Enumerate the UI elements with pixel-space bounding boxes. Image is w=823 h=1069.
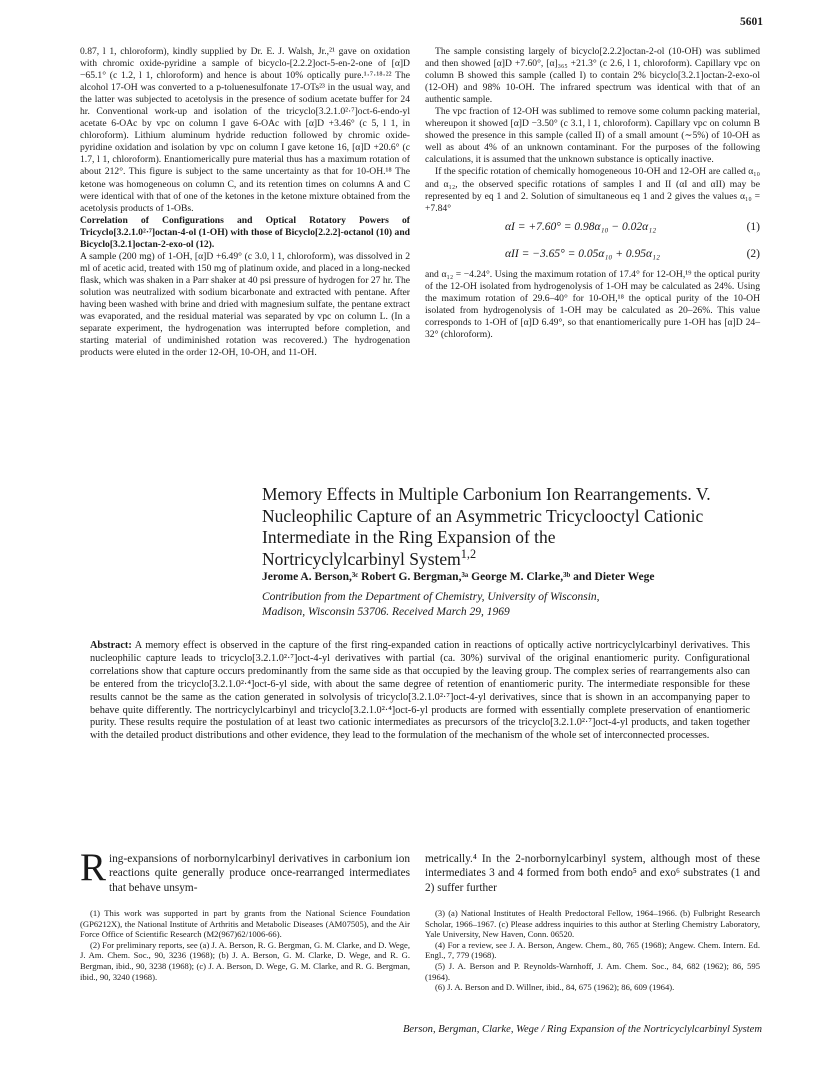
- running-footer: Berson, Bergman, Clarke, Wege / Ring Expansion of the Nortricyclylcarbinyl System: [402, 1024, 762, 1035]
- footnote: (6) J. A. Berson and D. Willner, ibid., 84, 675 (1962); 86, 609 (1964).: [435, 982, 675, 993]
- title-line: [262, 546, 762, 571]
- footnote: (2) For preliminary reports, see (a) J. A. Berson, R. G. Bergman, G. M. Clarke, and D. Wege, J. Am. Chem. Soc., 90, 3236 (1968); (b) J. A. Berson, G. M. Clarke, D. Wege, and R. G. Bergman, ibid., 90, 3238 (1968); (c) J. A. Berson, D. Wege, G. M. Clarke, and R. G. Bergman, ibid., 90, 3240 (1968).: [80, 939, 410, 982]
- title-text: Nortricyclylcarbinyl System: [262, 548, 461, 569]
- section-heading: Correlation of Configurations and Optical Rotatory Powers of Tricyclo[3.2.1.0²·⁷]octan-4-ol (1-OH) with those of Bicyclo[2.2.2]-octanol (10) and Bicyclo[3.2.1]octan-2-exo-ol (12).: [80, 214, 410, 250]
- body-text: ing-expansions of norbornylcarbinyl derivatives in carbonium ion reactions quite generally produce once-rearranged intermediates that behave unsym-: [109, 853, 410, 894]
- paragraph: The vpc fraction of 12-OH was sublimed to remove some column packing material, whereupon it showed [α]D −3.50° (c 3.1, l 1, chloroform). Capillary vpc on column B showed the presence in this sample (called II) of a small amount (∼5%) of 10-OH as well as about 4% of an unknown contaminant. For the purposes of the following calculations, it is assumed that the unknown substance is optically inactive.: [425, 106, 760, 166]
- page-number: 5601: [740, 16, 763, 28]
- body-left-column: [80, 846, 410, 895]
- paragraph: If the specific rotation of chemically homogeneous 10-OH and 12-OH are called α₁₀ and α₁₂, the observed specific rotations of samples I and II (αI and αII) may be represented by eq 1 and 2. Solution of simultaneous eq 1 and 2 gives the values α₁₀ = +7.84°: [425, 166, 760, 214]
- footnotes-left: [80, 908, 410, 982]
- title-line: Intermediate in the Ring Expansion of the: [262, 527, 556, 547]
- footnote: (1) This work was supported in part by grants from the National Science Foundation (GP6212X), the National Institute of Arthritis and Metabolic Diseases (AM07505), and the Air Force Office of Scientific Research (M2(967)62/1006-66).: [80, 908, 410, 940]
- body-right-column: [425, 852, 760, 895]
- affiliation-line: Contribution from the Department of Chemistry, University of Wisconsin,: [262, 591, 600, 603]
- footnotes-right: [425, 908, 760, 993]
- article-title: [262, 484, 762, 570]
- paragraph: 0.87, l 1, chloroform), kindly supplied by Dr. E. J. Walsh, Jr.,²¹ gave on oxidation with chromic oxide-pyridine a sample of bicyclo-[2.2.2]oct-5-en-2-one of [α]D −65.1° (c 1.2, l 1, chloroform) and hence is about 10% optically pure.¹·⁷·¹⁸·²² The alcohol 17-OH was converted to a p-toluenesulfonate 17-OTs²³ in the usual way, and the latter was subjected to acetolysis in the presence of sodium acetate buffer for 24 hr. Conventional work-up and isolation of the tricyclo[3.2.1.0²·⁷]oct-6-endo-yl acetate 6-OAc by vpc on column I gave 6-OAc with [α]D +3.46° (c 5, l 1, in chloroform). Lithium aluminum hydride reduction followed by chromic oxide-pyridine oxidation and isolation by vpc on column I gave ketone 16, [α]D +20.6° (c 1.7, l 1, chloroform). Enantiomerically pure material thus has a maximum rotation of about 212°. This figure is subject to the same uncertainty as that for 10-OH.¹⁸ The ketone was homogeneous on column C, and its retention times on columns A and C were identical with that of one of the ketones in the ketone mixture obtained from the acetolysis products of 1-OBs.: [80, 46, 410, 214]
- equation-1: [425, 215, 760, 242]
- footnote: (5) J. A. Berson and P. Reynolds-Warnhoff, J. Am. Chem. Soc., 84, 682 (1962); 86, 595 (1964).: [425, 960, 760, 982]
- drop-cap: R: [80, 846, 107, 889]
- title-line: Nucleophilic Capture of an Asymmetric Tricyclooctyl Cationic: [262, 505, 704, 526]
- abstract-label: Abstract:: [90, 640, 132, 651]
- equation-expression: αII = −3.65° = 0.05α₁₀ + 0.95α₁₂: [505, 247, 661, 260]
- equation-number: (1): [746, 220, 760, 233]
- affiliation: [262, 590, 762, 619]
- authors: Jerome A. Berson,³ᶜ Robert G. Bergman,³ᵃ George M. Clarke,³ᵇ and Dieter Wege: [262, 571, 655, 583]
- equation-number: (2): [746, 247, 760, 260]
- body-text: metrically.⁴ In the 2-norbornylcarbinyl system, although most of these intermediates 3 and 4 formed from both endo⁵ and exo⁶ substrates (1 and 2) suffer further: [425, 853, 760, 894]
- title-line: Memory Effects in Multiple Carbonium Ion Rearrangements. V.: [262, 484, 711, 504]
- footnote: (4) For a review, see J. A. Berson, Angew. Chem., 80, 765 (1968); Angew. Chem. Intern. Ed. Engl., 7, 779 (1968).: [425, 939, 760, 961]
- paragraph: The sample consisting largely of bicyclo[2.2.2]octan-2-ol (10-OH) was sublimed and then showed [α]D +7.60°, [α]₃₆₅ +21.3° (c 2.6, l 1, chloroform). Capillary vpc on column B showed this sample (called I) to contain 2% bicyclo[3.2.1]octan-2-exo-ol (12-OH) and 98% 10-OH. The infrared spectrum was identical with that of an authentic sample.: [425, 46, 760, 106]
- footnote: (3) (a) National Institutes of Health Predoctoral Fellow, 1964–1966. (b) Fulbright Research Scholar, 1966–1967. (c) Please address inquiries to this author at Sterling Chemistry Laboratory, Yale University, New Haven, Conn. 06520.: [425, 908, 760, 940]
- left-column-experimental: [80, 46, 410, 359]
- abstract-text: A memory effect is observed in the capture of the first ring-expanded cation in reactions of optically active nortricyclylcarbinyl derivatives. This nucleophilic capture leads to tricyclo[3.2.1.0²·⁷]oct-4-yl derivatives with partial (ca. 30%) survival of the original enantiomeric purity. Configurational correlations show that capture occurs predominantly from the same side as that occupied by the leaving group. The complex series of rearrangements also can be entered from the tricyclo[3.2.1.0²·⁴]oct-6-yl side, with about the same degree of retention of enantiomeric purity. The intermediate responsible for these results cannot be the same as the cation generated in solvolysis of tricyclo[3.2.1.0²·⁷]oct-4-yl derivatives, since that is shown in an accompanying paper to behave quite differently. The nortricyclylcarbinyl and tricyclo[3.2.1.0²·⁴]oct-6-yl products are formed with essentially complete preservation of enantiomeric purity. These results require the postulation of at least two cationic intermediates as precursors of the tricyclo[3.2.1.0²·⁷]oct-4-yl products, and taken together with the detailed product distributions and other evidence, they lead to the formulation of the mechanism of the whole set of interconnected processes.: [90, 640, 750, 742]
- paragraph: and α₁₂ = −4.24°. Using the maximum rotation of 17.4° for 12-OH,¹⁹ the optical purity of the 12-OH isolated from hydrogenolysis of 1-OH may be calculated as 24%. Using the maximum rotation of 29.6–40° for 10-OH,¹⁸ the optical purity of the 10-OH isolated from hydrogenolysis of 1-OH may be calculated as 20–26%. This value corresponds to 1-OH of [α]D 6.49°, so that enantiomerically pure 1-OH has [α]D 24–32° (chloroform).: [425, 268, 760, 340]
- paragraph: A sample (200 mg) of 1-OH, [α]D +6.49° (c 3.0, l 1, chloroform), was dissolved in 2 ml of acetic acid, treated with 150 mg of platinum oxide, and placed in a long-necked flask, which was shaken in a Parr shaker at 40 psi pressure of hydrogen for 27 hr. The solution was neutralized with sodium bicarbonate and extracted with pentane. After having been washed with brine and dried with magnesium sulfate, the pentane extract was evaporated, and the residual material was separated by vpc on column L. (In a separate experiment, the hydrogenation was interrupted before completion, and starting material of undiminished rotation was recovered.) The hydrogenation products were eluted in the order 12-OH, 10-OH, and 11-OH.: [80, 250, 410, 359]
- title-footnote-marker: 1,2: [460, 546, 477, 561]
- abstract: [90, 640, 750, 743]
- right-column-experimental: [425, 46, 760, 341]
- equation-2: [425, 242, 760, 269]
- equation-expression: αI = +7.60° = 0.98α₁₀ − 0.02α₁₂: [505, 220, 657, 233]
- affiliation-line: Madison, Wisconsin 53706. Received March 29, 1969: [262, 605, 510, 618]
